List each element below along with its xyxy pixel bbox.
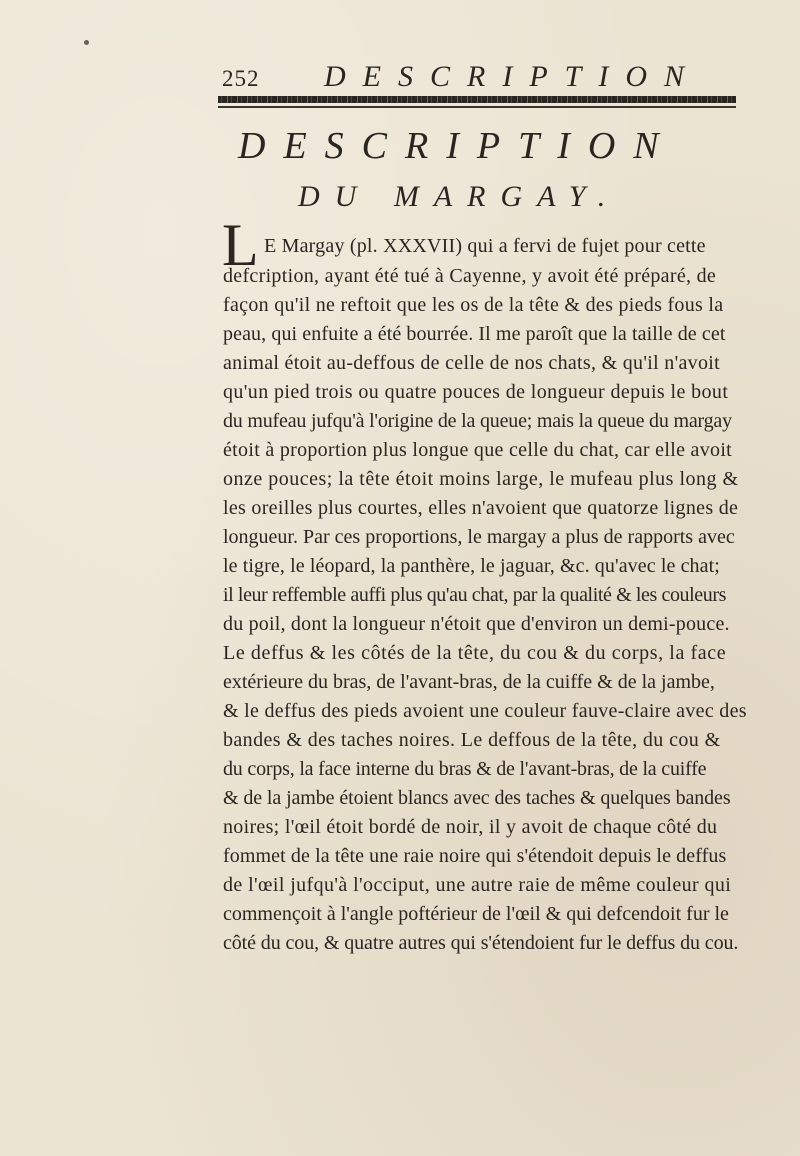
text-line: E Margay (pl. XXXVII) qui a fervi de fujet pour cette xyxy=(264,235,706,257)
text-line: peau, qui enfuite a été bourrée. Il me paroît que la taille de cet xyxy=(223,323,726,345)
text-line: façon qu'il ne reftoit que les os de la tête & des pieds fous la xyxy=(223,294,724,316)
running-head xyxy=(222,60,742,100)
text-line: les oreilles plus courtes, elles n'avoient que quatorze lignes de xyxy=(223,497,739,519)
header-thin-rule xyxy=(218,106,736,108)
text-line: le tigre, le léopard, la panthère, le jaguar, &c. qu'avec le chat; xyxy=(223,555,720,577)
text-line: longueur. Par ces proportions, le margay a plus de rapports avec xyxy=(223,526,735,548)
text-line: commençoit à l'angle poftérieur de l'œil & qui defcendoit fur le xyxy=(223,903,729,925)
drop-cap: L xyxy=(222,212,259,278)
text-line: côté du cou, & quatre autres qui s'étendoient fur le deffus du cou. xyxy=(223,932,739,954)
text-line: & le deffus des pieds avoient une couleur fauve-claire avec des xyxy=(223,700,747,722)
text-line: & de la jambe étoient blancs avec des taches & quelques bandes xyxy=(223,787,731,809)
chapter-title: DESCRIPTION xyxy=(238,125,677,167)
text-line: animal étoit au-deffous de celle de nos chats, & qu'il n'avoit xyxy=(223,352,720,374)
text-line: du mufeau jufqu'à l'origine de la queue; mais la queue du margay xyxy=(223,410,732,432)
header-ornamental-rule xyxy=(218,96,736,103)
text-line: du poil, dont la longueur n'étoit que d'environ un demi-pouce. xyxy=(223,613,730,635)
text-line: fommet de la tête une raie noire qui s'étendoit depuis le deffus xyxy=(223,845,727,867)
text-line: onze pouces; la tête étoit moins large, le mufeau plus long & xyxy=(223,468,739,490)
text-line: defcription, ayant été tué à Cayenne, y avoit été préparé, de xyxy=(223,265,717,287)
text-line: il leur reffemble auffi plus qu'au chat, par la qualité & les couleurs xyxy=(223,584,727,606)
text-line: Le deffus & les côtés de la tête, du cou & du corps, la face xyxy=(223,642,727,664)
chapter-subtitle: DU MARGAY. xyxy=(298,180,621,213)
running-title: DESCRIPTION xyxy=(324,60,701,93)
page-number: 252 xyxy=(222,66,260,91)
text-line: de l'œil jufqu'à l'occiput, une autre raie de même couleur qui xyxy=(223,874,732,896)
text-line: noires; l'œil étoit bordé de noir, il y avoit de chaque côté du xyxy=(223,816,718,838)
text-line: du corps, la face interne du bras & de l'avant-bras, de la cuiffe xyxy=(223,758,707,780)
text-line: bandes & des taches noires. Le deffous de la tête, du cou & xyxy=(223,729,721,751)
text-line: étoit à proportion plus longue que celle du chat, car elle avoit xyxy=(223,439,733,461)
text-line: qu'un pied trois ou quatre pouces de longueur depuis le bout xyxy=(223,381,729,403)
ink-spot xyxy=(84,40,89,45)
text-line: extérieure du bras, de l'avant-bras, de la cuiffe & de la jambe, xyxy=(223,671,715,693)
